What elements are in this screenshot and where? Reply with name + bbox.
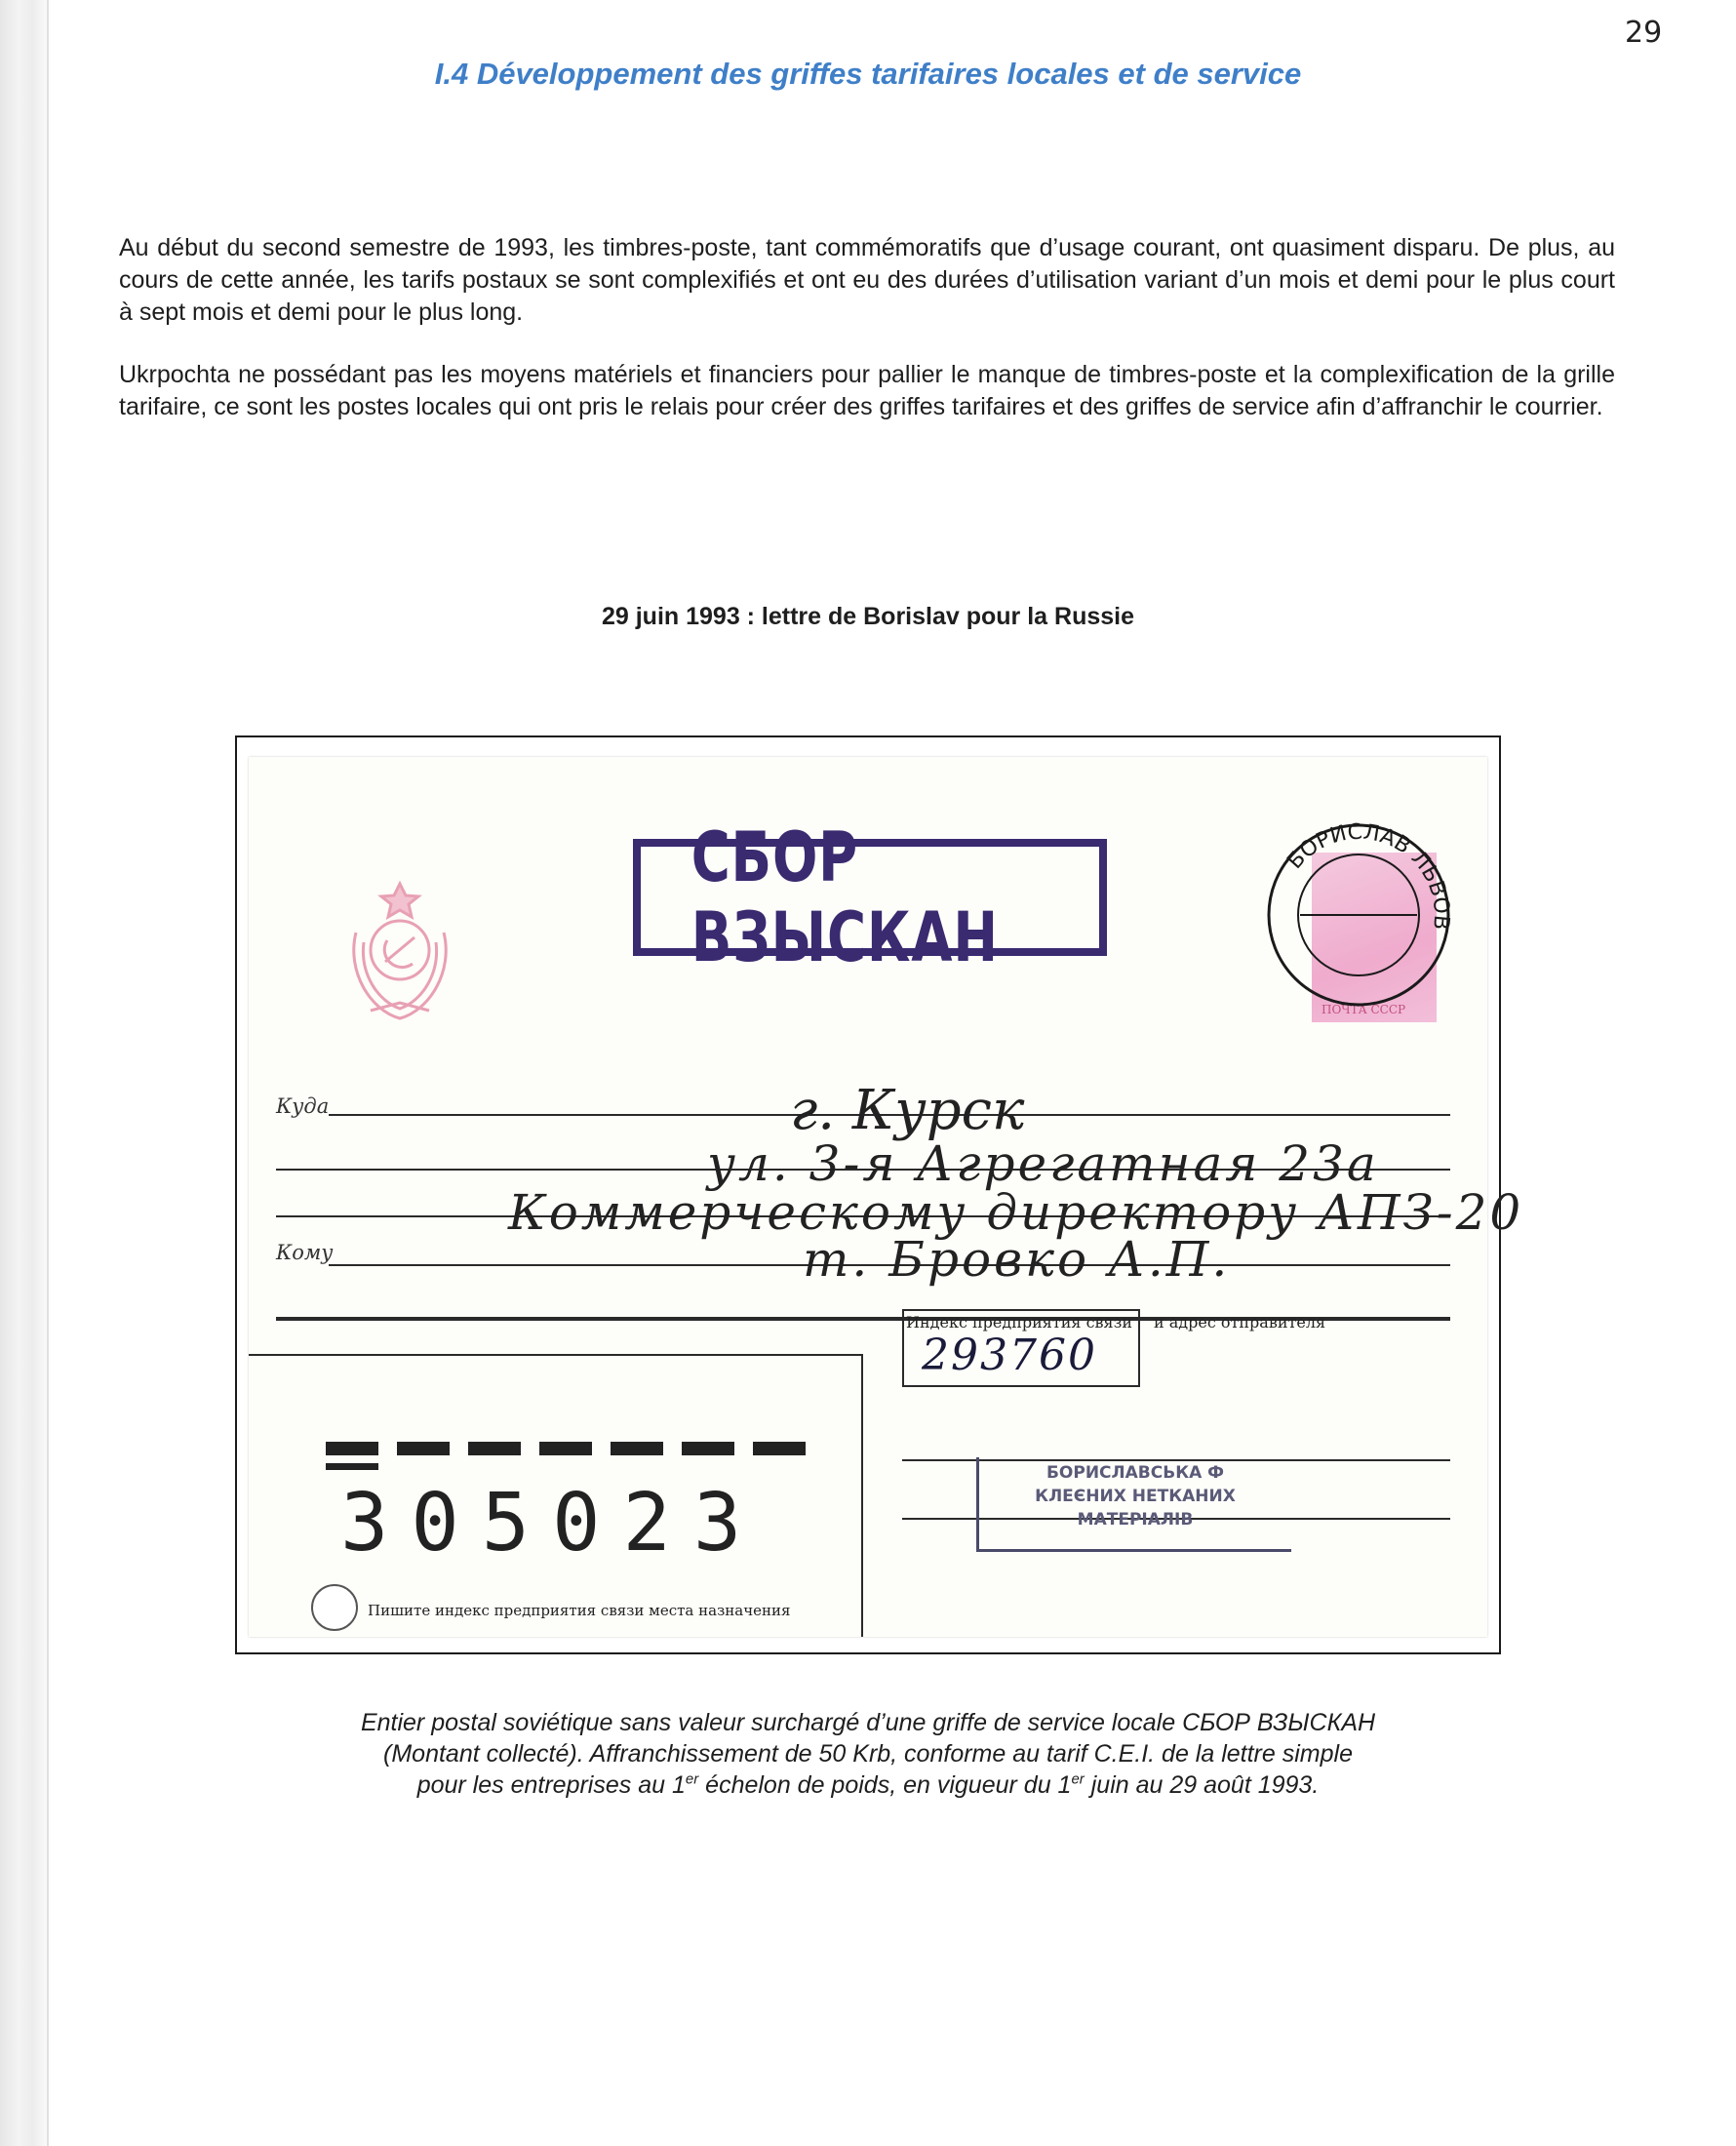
postcode-area-right [861, 1354, 863, 1637]
postcode-area-top [249, 1354, 863, 1356]
sender-address-label: и адрес отправителя [1154, 1313, 1326, 1331]
company-cachet-line-1: БОРИСЛАВСЬКА Ф [1046, 1463, 1225, 1483]
caption-superscript-1: er [685, 1770, 699, 1788]
sheet-protector-seam [47, 0, 49, 2146]
company-cachet-line-3: МАТЕРІАЛІВ [1077, 1510, 1194, 1530]
sender-index-label: Индекс предприятия связи [906, 1313, 1133, 1331]
postcode-instruction: Пишите индекс предприятия связи места назначения [368, 1602, 791, 1619]
guide-bar [397, 1442, 450, 1455]
address-street: ул. 3-я Агрегатная 23а [707, 1135, 1379, 1192]
page-number: 29 [1625, 16, 1663, 50]
guide-bar [682, 1442, 734, 1455]
guide-bar [539, 1442, 592, 1455]
caption-line-1: Entier postal soviétique sans valeur surchargé d’une griffe de service locale СБОР ВЗЫСКАН [360, 1709, 1376, 1736]
caption-line-3-part-b: échelon de poids, en vigueur du 1 [698, 1771, 1072, 1799]
caption-line-2: (Montant collecté). Affranchissement de 50 Krb, conforme au tarif C.E.I. de la lettre simple [383, 1740, 1353, 1768]
paragraph-1: Au début du second semestre de 1993, les timbres-poste, tant commémoratifs que d’usage courant, ont quasiment disparu. De plus, au cours de cette année, les tarifs postaux se sont complexifiés et ont eu des durées d’utilisation variant d’un mois et demi pour le plus court à sept mois et demi pour le plus long. [119, 234, 1615, 326]
postmark-icon [1261, 817, 1456, 1013]
label-kuda: Куда [276, 1094, 330, 1118]
address-name: т. Бровко А.П. [803, 1231, 1231, 1288]
caption-line-3-part-c: juin au 29 août 1993. [1084, 1771, 1320, 1799]
caption-line-3 [0, 1769, 1736, 1801]
caption [0, 1707, 1736, 1801]
company-cachet [976, 1457, 1291, 1552]
guide-bar [326, 1442, 378, 1455]
caption-superscript-2: er [1071, 1770, 1085, 1788]
sheet-protector-edge [0, 0, 47, 2146]
ussr-emblem-icon [317, 864, 483, 1030]
postmark-text: БОРИСЛАВ ЛЬВОВ [1282, 819, 1454, 932]
section-title: I.4 Développement des griffes tarifaires locales et de service [434, 57, 1302, 91]
guide-bar [468, 1442, 521, 1455]
indicium-imprint: ПОЧТА СССР [1322, 1003, 1406, 1016]
item-title: 29 juin 1993 : lettre de Borislav pour la Russie [601, 603, 1135, 630]
label-komu: Кому [276, 1241, 334, 1264]
sender-index-value: 293760 [922, 1331, 1097, 1380]
company-cachet-line-2: КЛЕЄНИХ НЕТКАНИХ [1035, 1487, 1236, 1506]
guide-bar [753, 1442, 806, 1455]
address-city: г. Курск [790, 1079, 1025, 1142]
paragraph-2: Ukrpochta ne possédant pas les moyens matériels et financiers pour pallier le manque de timbres-poste et la complexification de la grille tarifaire, ce sont les postes locales qui ont pris le relais pour créer des griffes tarifaires et des griffes de service afin d’affranchir le courrier. [119, 361, 1615, 420]
punch-hole [311, 1584, 358, 1631]
address-recipient: Коммерческому директору АПЗ-20 [508, 1184, 1524, 1241]
guide-bar-underline [326, 1463, 378, 1470]
service-cachet-text: СБОР ВЗЫСКАН [690, 817, 999, 977]
service-cachet-sbor-vzyskan [633, 817, 1107, 977]
guide-bar [611, 1442, 663, 1455]
caption-line-3-part-a: pour les entreprises au 1 [416, 1771, 686, 1799]
destination-postcode: 305023 [340, 1477, 765, 1570]
envelope [249, 757, 1524, 1637]
cover-frame [235, 735, 1524, 1654]
